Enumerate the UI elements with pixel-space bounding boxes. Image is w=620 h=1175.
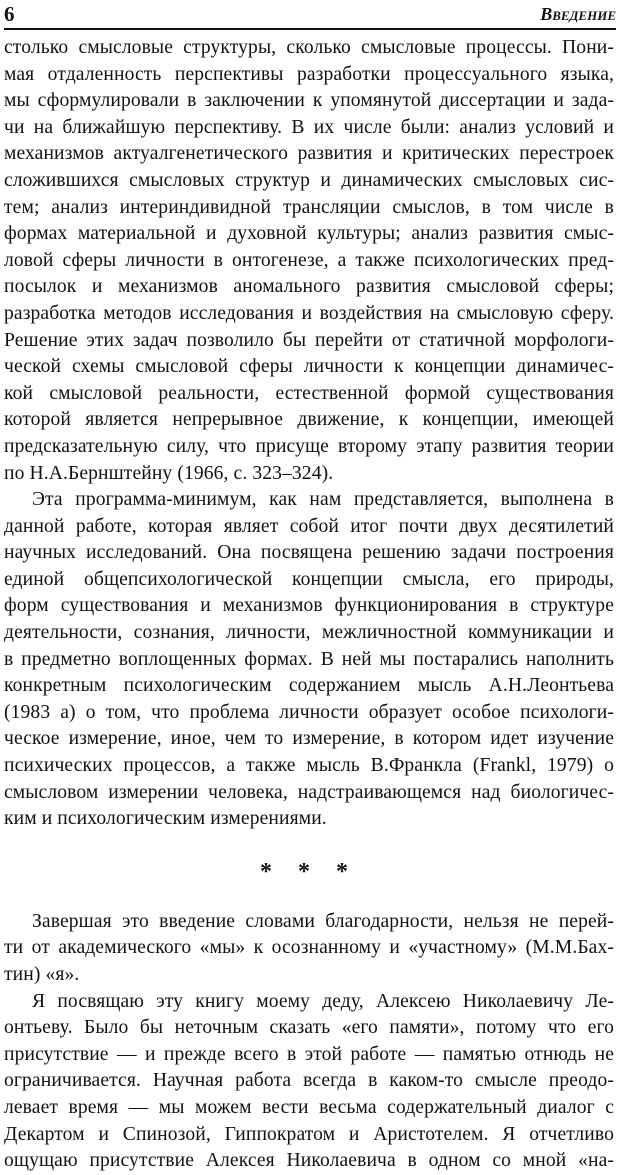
text-line: психических процессов, а также мысль В.Франкла (Frankl, 1979) о	[4, 755, 614, 777]
text-line: формах материальной и духовной культуры; анализ развития смыс-	[4, 223, 614, 245]
text-line: посылок и механизмов аномального развития смысловой сферы;	[4, 276, 614, 298]
text-line: разработка методов исследования и воздействия на смысловую сферу.	[4, 302, 614, 324]
text-line: тем; анализ интериндивидной трансляции смыслов, в том числе в	[4, 196, 614, 218]
header-rule	[4, 28, 616, 30]
text-line: сложившихся смысловых структур и динамических смысловых сис-	[4, 169, 614, 191]
page-header	[4, 2, 616, 26]
text-line: деятельности, сознания, личности, межличностной коммуникации и	[4, 622, 614, 644]
text-line: научных исследований. Она посвящена решению задачи построения	[4, 542, 614, 564]
section-separator: * * *	[260, 858, 358, 885]
text-line: Решение этих задач позволило бы перейти от статичной морфологи-	[4, 329, 614, 351]
text-line: ограничивается. Научная работа всегда в каком-то смысле преодо-	[4, 1070, 614, 1092]
text-line: ти от академического «мы» к осознанному и «участному» (М.М.Бах-	[4, 937, 614, 959]
text-line: чи на ближайшую перспективу. В их числе были: анализ условий и	[4, 116, 614, 138]
text-line: ким и психологическим измерениями.	[4, 808, 327, 830]
text-line: онтьеву. Было бы неточным сказать «его памяти», потому что его	[4, 1017, 614, 1039]
paragraph	[4, 35, 614, 487]
text-line: смысловом измерении человека, надстраивающемся над биологичес-	[4, 781, 614, 803]
text-line: в предметно воплощенных формах. В ней мы постарались наполнить	[4, 648, 614, 670]
running-head: Введение	[540, 4, 616, 24]
text-line: столько смысловые структуры, сколько смысловые процессы. Пони-	[4, 37, 614, 58]
text-line: мая отдаленность перспективы разработки процессуального языка,	[4, 63, 614, 85]
text-line: присутствие — и прежде всего в этой работе — памятью отнюдь не	[4, 1043, 614, 1065]
text-line: Я посвящаю эту книгу моему деду, Алексею Николаевичу Ле-	[32, 990, 614, 1012]
text-line: данной работе, которая являет собой итог почти двух десятилетий	[4, 515, 614, 537]
paragraph	[4, 909, 614, 989]
paragraph	[4, 487, 614, 833]
text-line: единой общепсихологической концепции смысла, его природы,	[4, 568, 614, 590]
text-line: Декартом и Спинозой, Гиппократом и Аристотелем. Я отчетливо	[4, 1123, 614, 1145]
page-number: 6	[4, 2, 15, 26]
body-text	[4, 35, 614, 1175]
paragraph	[4, 989, 614, 1175]
text-line: которой является непрерывное движение, к концепции, имеющей	[4, 409, 614, 431]
text-line: Эта программа-минимум, как нам представляется, выполнена в	[32, 489, 614, 511]
text-line: Завершая это введение словами благодарности, нельзя не перей-	[32, 910, 614, 932]
text-line: левает время — мы можем вести весьма содержательный диалог с	[4, 1096, 614, 1118]
text-line: ловой сферы личности в онтогенезе, а также психологических пред-	[4, 249, 614, 271]
text-line: конкретным психологическим содержанием мысль А.Н.Леонтьева	[4, 675, 614, 697]
text-line: форм существования и механизмов функционирования в структуре	[4, 595, 614, 617]
text-line: предсказательную силу, что присуще второму этапу развития теории	[4, 435, 614, 457]
text-line: механизмов актуалгенетического развития и критических перестроек	[4, 143, 614, 165]
text-line: по Н.А.Бернштейну (1966, с. 323–324).	[4, 462, 334, 484]
text-line: (1983 а) о том, что проблема личности образует особое психологи-	[4, 701, 614, 723]
text-line: тин) «я».	[4, 964, 80, 985]
text-line: мы сформулировали в заключении к упомянутой диссертации и зада-	[4, 90, 614, 112]
text-line: кой смысловой реальности, естественной формой существования	[4, 382, 614, 404]
text-line: ческое измерение, иное, чем то измерение, в котором идет изучение	[4, 728, 614, 750]
text-line: ощущаю присутствие Алексея Николаевича в одном со мной «на-	[4, 1150, 614, 1172]
text-line: ческой схемы смысловой сферы личности к концепции динамичес-	[4, 356, 614, 378]
